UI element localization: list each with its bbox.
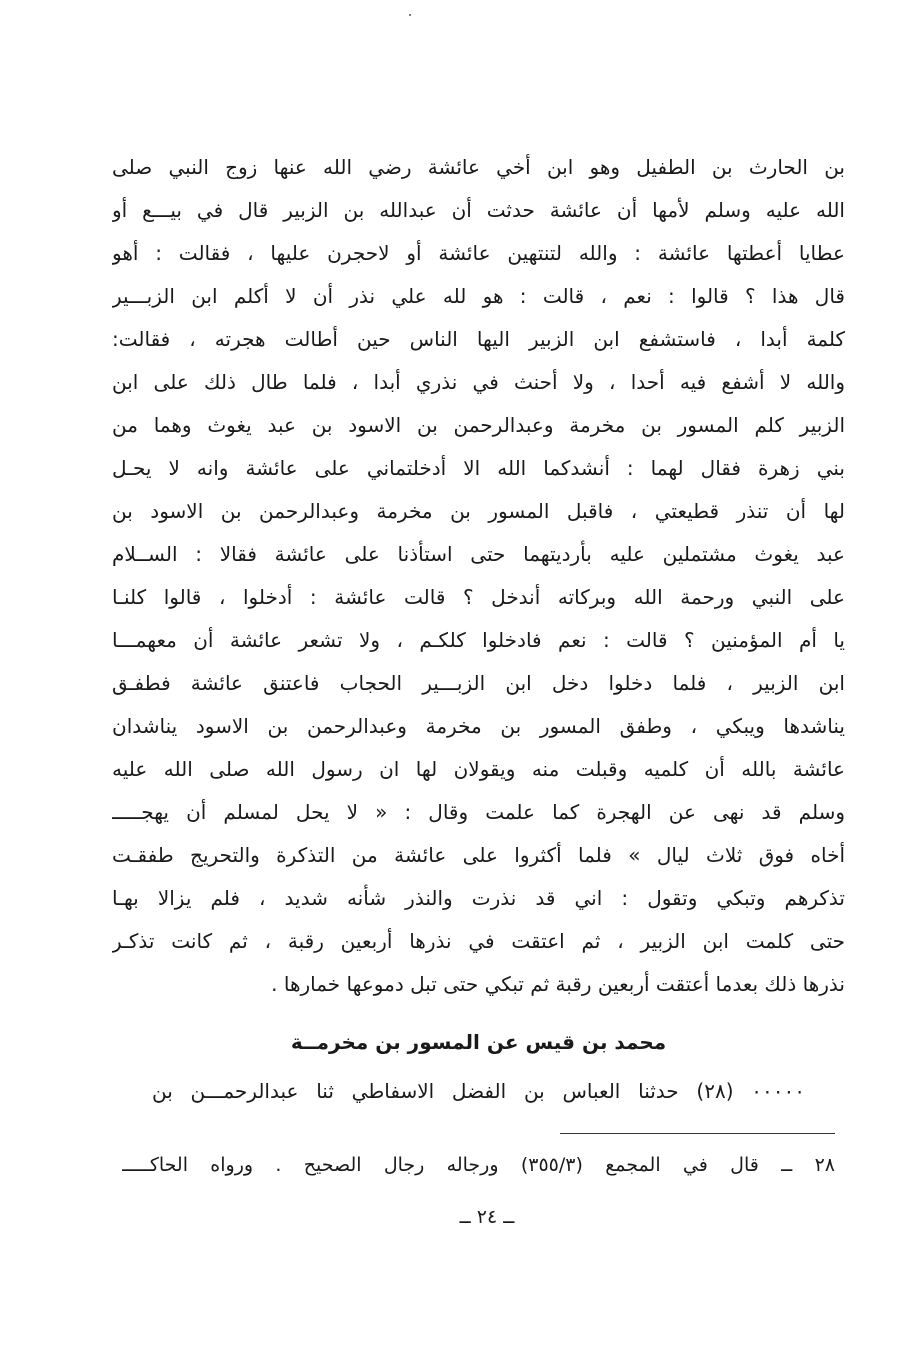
text-line: بني زهرة فقال لهما : أنشدكما الله الا أدخلتماني على عائشة وانه لا يحـل <box>112 456 845 480</box>
footnote: ٢٨ ــ قال في المجمع (٣٥٥/٣) ورجاله رجال الصحيح . ورواه الحاكـــــ <box>122 1154 835 1176</box>
text-line: الزبير كلم المسور بن مخرمة وعبدالرحمن بن الاسود بن عبد يغوث وهما من <box>112 413 845 437</box>
footnote-separator <box>560 1133 835 1134</box>
text-line: قال هذا ؟ قالوا : نعم ، قالت : هو لله علي نذر أن لا أكلم ابن الزبـــير <box>112 284 845 308</box>
text-line: على النبي ورحمة الله وبركاته أندخل ؟ قالت عائشة : أدخلوا ، قالوا كلنـا <box>112 585 845 609</box>
text-line: عائشة بالله أن كلميه وقبلت منه ويقولان لها ان رسول الله صلى الله عليه <box>112 757 845 781</box>
section-heading: محمد بن قيس عن المسور بن مخرمــة <box>290 1030 667 1054</box>
text-line: لها أن تنذر قطيعتي ، فاقبل المسور بن مخرمة وعبدالرحمن بن الاسود بن <box>112 499 845 523</box>
text-line: يا أم المؤمنين ؟ قالت : نعم فادخلوا كلكـم ، ولا تشعر عائشة أن معهمـــا <box>112 628 845 652</box>
text-line: الله عليه وسلم لأمها أن عائشة حدثت أن عبدالله بن الزبير قال في بيـــع أو <box>112 198 845 222</box>
text-line: نذرها ذلك بعدما أعتقت أربعين رقبة ثم تبكي حتى تبل دموعها خمارها . <box>271 972 845 996</box>
text-line: حتى كلمت ابن الزبير ، ثم اعتقت في نذرها أربعين رقبة ، ثم كانت تذكـر <box>112 929 845 953</box>
text-line: والله لا أشفع فيه أحدا ، ولا أحنث في نذري أبدا ، فلما طال ذلك على ابن <box>112 370 845 394</box>
text-line: ابن الزبير ، فلما دخلوا دخل ابن الزبـــير الحجاب فاعتنق عائشة فطفـق <box>112 671 845 695</box>
page-number: ــ ٢٤ ــ <box>459 1206 515 1228</box>
text-line: أخاه فوق ثلاث ليال » فلما أكثروا على عائشة من التذكرة والتحريج طفقـت <box>112 843 845 867</box>
text-line: عطايا أعطتها عائشة : والله لتنتهين عائشة أو لاحجرن عليها ، فقالت : أهو <box>112 241 845 265</box>
text-line: وسلم قد نهى عن الهجرة كما علمت وقال : « لا يحل لمسلم أن يهجـــــ <box>112 800 845 824</box>
text-line: عبد يغوث مشتملين عليه بأرديتهما حتى استأذنا على عائشة فقالا : الســلام <box>112 542 845 566</box>
scan-speck <box>409 14 411 16</box>
text-line: يناشدها ويبكي ، وطفق المسور بن مخرمة وعبدالرحمن بن الاسود يناشدان <box>112 714 845 738</box>
text-line: تذكرهم وتبكي وتقول : اني قد نذرت والنذر شأنه شديد ، فلم يزالا بهـا <box>112 886 845 910</box>
text-line: كلمة أبدا ، فاستشفع ابن الزبير اليها الناس حين أطالت هجرته ، فقالت: <box>112 327 845 351</box>
section-first-line: ٠٠٠٠٠ (٢٨) حدثنا العباس بن الفضل الاسفاطي ثنا عبدالرحمـــن بن <box>152 1079 805 1103</box>
text-line: بن الحارث بن الطفيل وهو ابن أخي عائشة رضي الله عنها زوج النبي صلى <box>112 155 845 179</box>
